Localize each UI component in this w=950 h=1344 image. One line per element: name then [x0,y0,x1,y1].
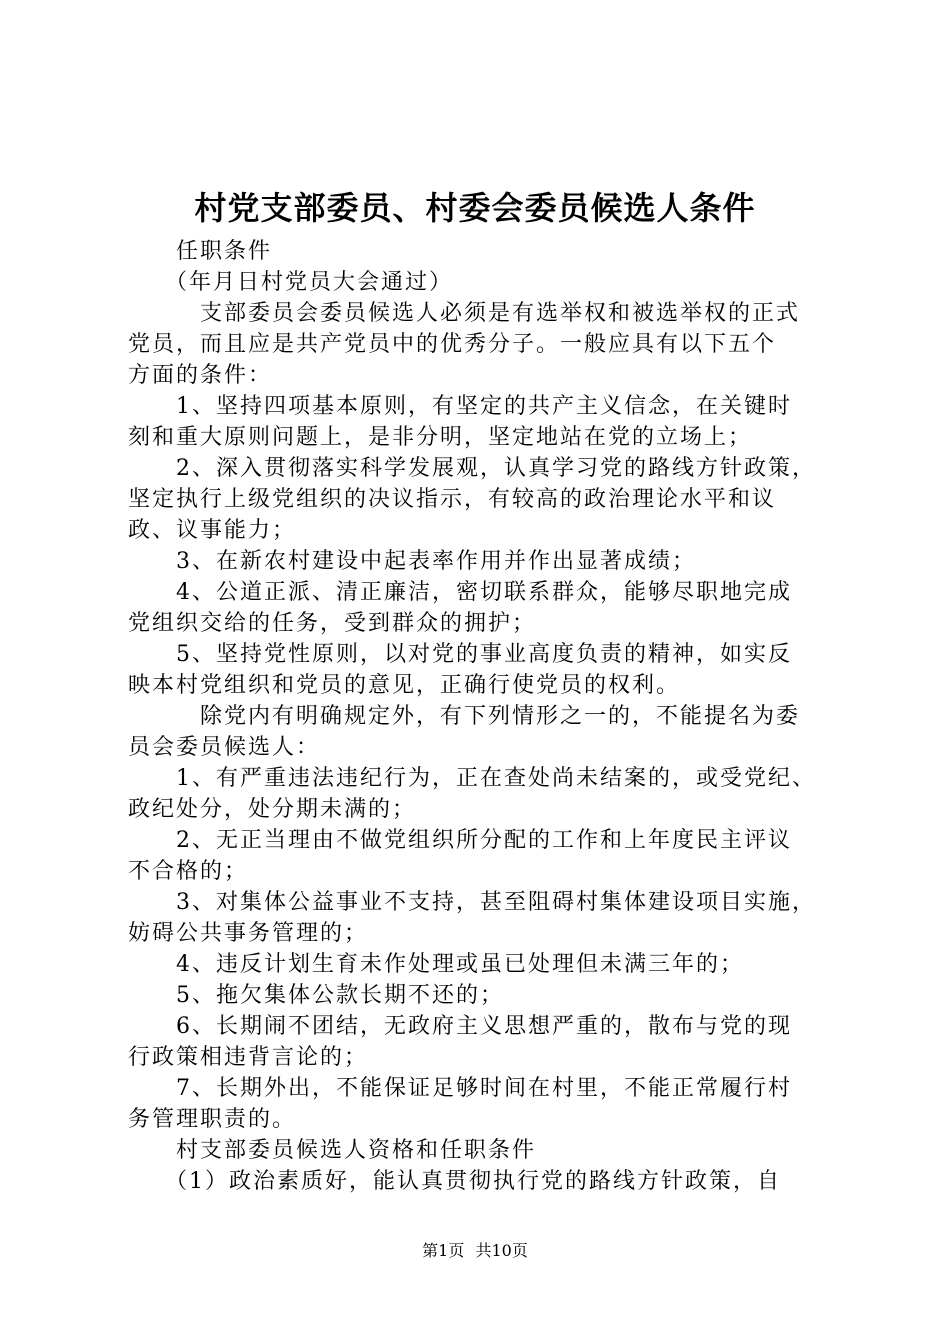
body-line: 5、拖欠集体公款长期不还的； [128,983,504,1008]
body-line: 6、长期闹不团结，无政府主义思想严重的，散布与党的现 [128,1014,792,1039]
document-body [128,236,828,1197]
body-line: 2、深入贯彻落实科学发展观，认真学习党的路线方针政策， [128,456,816,481]
document-title: 村党支部委员、村委会委员候选人条件 [194,189,756,227]
body-line: 映本村党组织和党员的意见，正确行使党员的权利。 [128,673,681,698]
body-line: 除党内有明确规定外，有下列情形之一的，不能提名为委 [128,704,801,729]
body-line: （1）政治素质好，能认真贯彻执行党的路线方针政策，自 [128,1169,781,1194]
page-number: 第1页 [422,1241,465,1260]
body-line: 党组织交给的任务，受到群众的拥护； [128,611,537,636]
body-line: 2、无正当理由不做党组织所分配的工作和上年度民主评议 [128,828,792,853]
body-line: 务管理职责的。 [128,1107,297,1132]
body-line: 党员，而且应是共产党员中的优秀分子。一般应具有以下五个 [128,332,777,357]
body-line: 4、违反计划生育未作处理或虽已处理但未满三年的； [128,952,744,977]
body-line: 村支部委员候选人资格和任职条件 [128,1138,537,1163]
body-line: 政纪处分，处分期未满的； [128,797,417,822]
body-line: 4、公道正派、清正廉洁，密切联系群众，能够尽职地完成 [128,580,792,605]
body-line: 3、对集体公益事业不支持，甚至阻碍村集体建设项目实施， [128,890,816,915]
body-line: 员会委员候选人： [128,735,321,760]
body-line: 刻和重大原则问题上，是非分明，坚定地站在党的立场上； [128,425,753,450]
body-line: 1、有严重违法违纪行为，正在查处尚未结案的，或受党纪、 [128,766,816,791]
body-line: 任职条件 [128,239,273,264]
body-line: （年月日村党员大会通过） [128,270,454,295]
page-footer [0,1240,950,1262]
body-line: 行政策相违背言论的； [128,1045,369,1070]
body-line: 3、在新农村建设中起表率作用并作出显著成绩； [128,549,696,574]
body-line: 7、长期外出，不能保证足够时间在村里，不能正常履行村 [128,1076,792,1101]
body-line: 支部委员会委员候选人必须是有选举权和被选举权的正式 [128,301,801,326]
body-line: 政、议事能力； [128,518,297,543]
body-line: 坚定执行上级党组织的决议指示，有较高的政治理论水平和议 [128,487,777,512]
body-line: 5、坚持党性原则，以对党的事业高度负责的精神，如实反 [128,642,792,667]
body-line: 妨碍公共事务管理的； [128,921,369,946]
body-line: 方面的条件： [128,363,273,388]
page-total: 共10页 [475,1241,528,1260]
body-line: 1、坚持四项基本原则，有坚定的共产主义信念，在关键时 [128,394,792,419]
body-line: 不合格的； [128,859,249,884]
